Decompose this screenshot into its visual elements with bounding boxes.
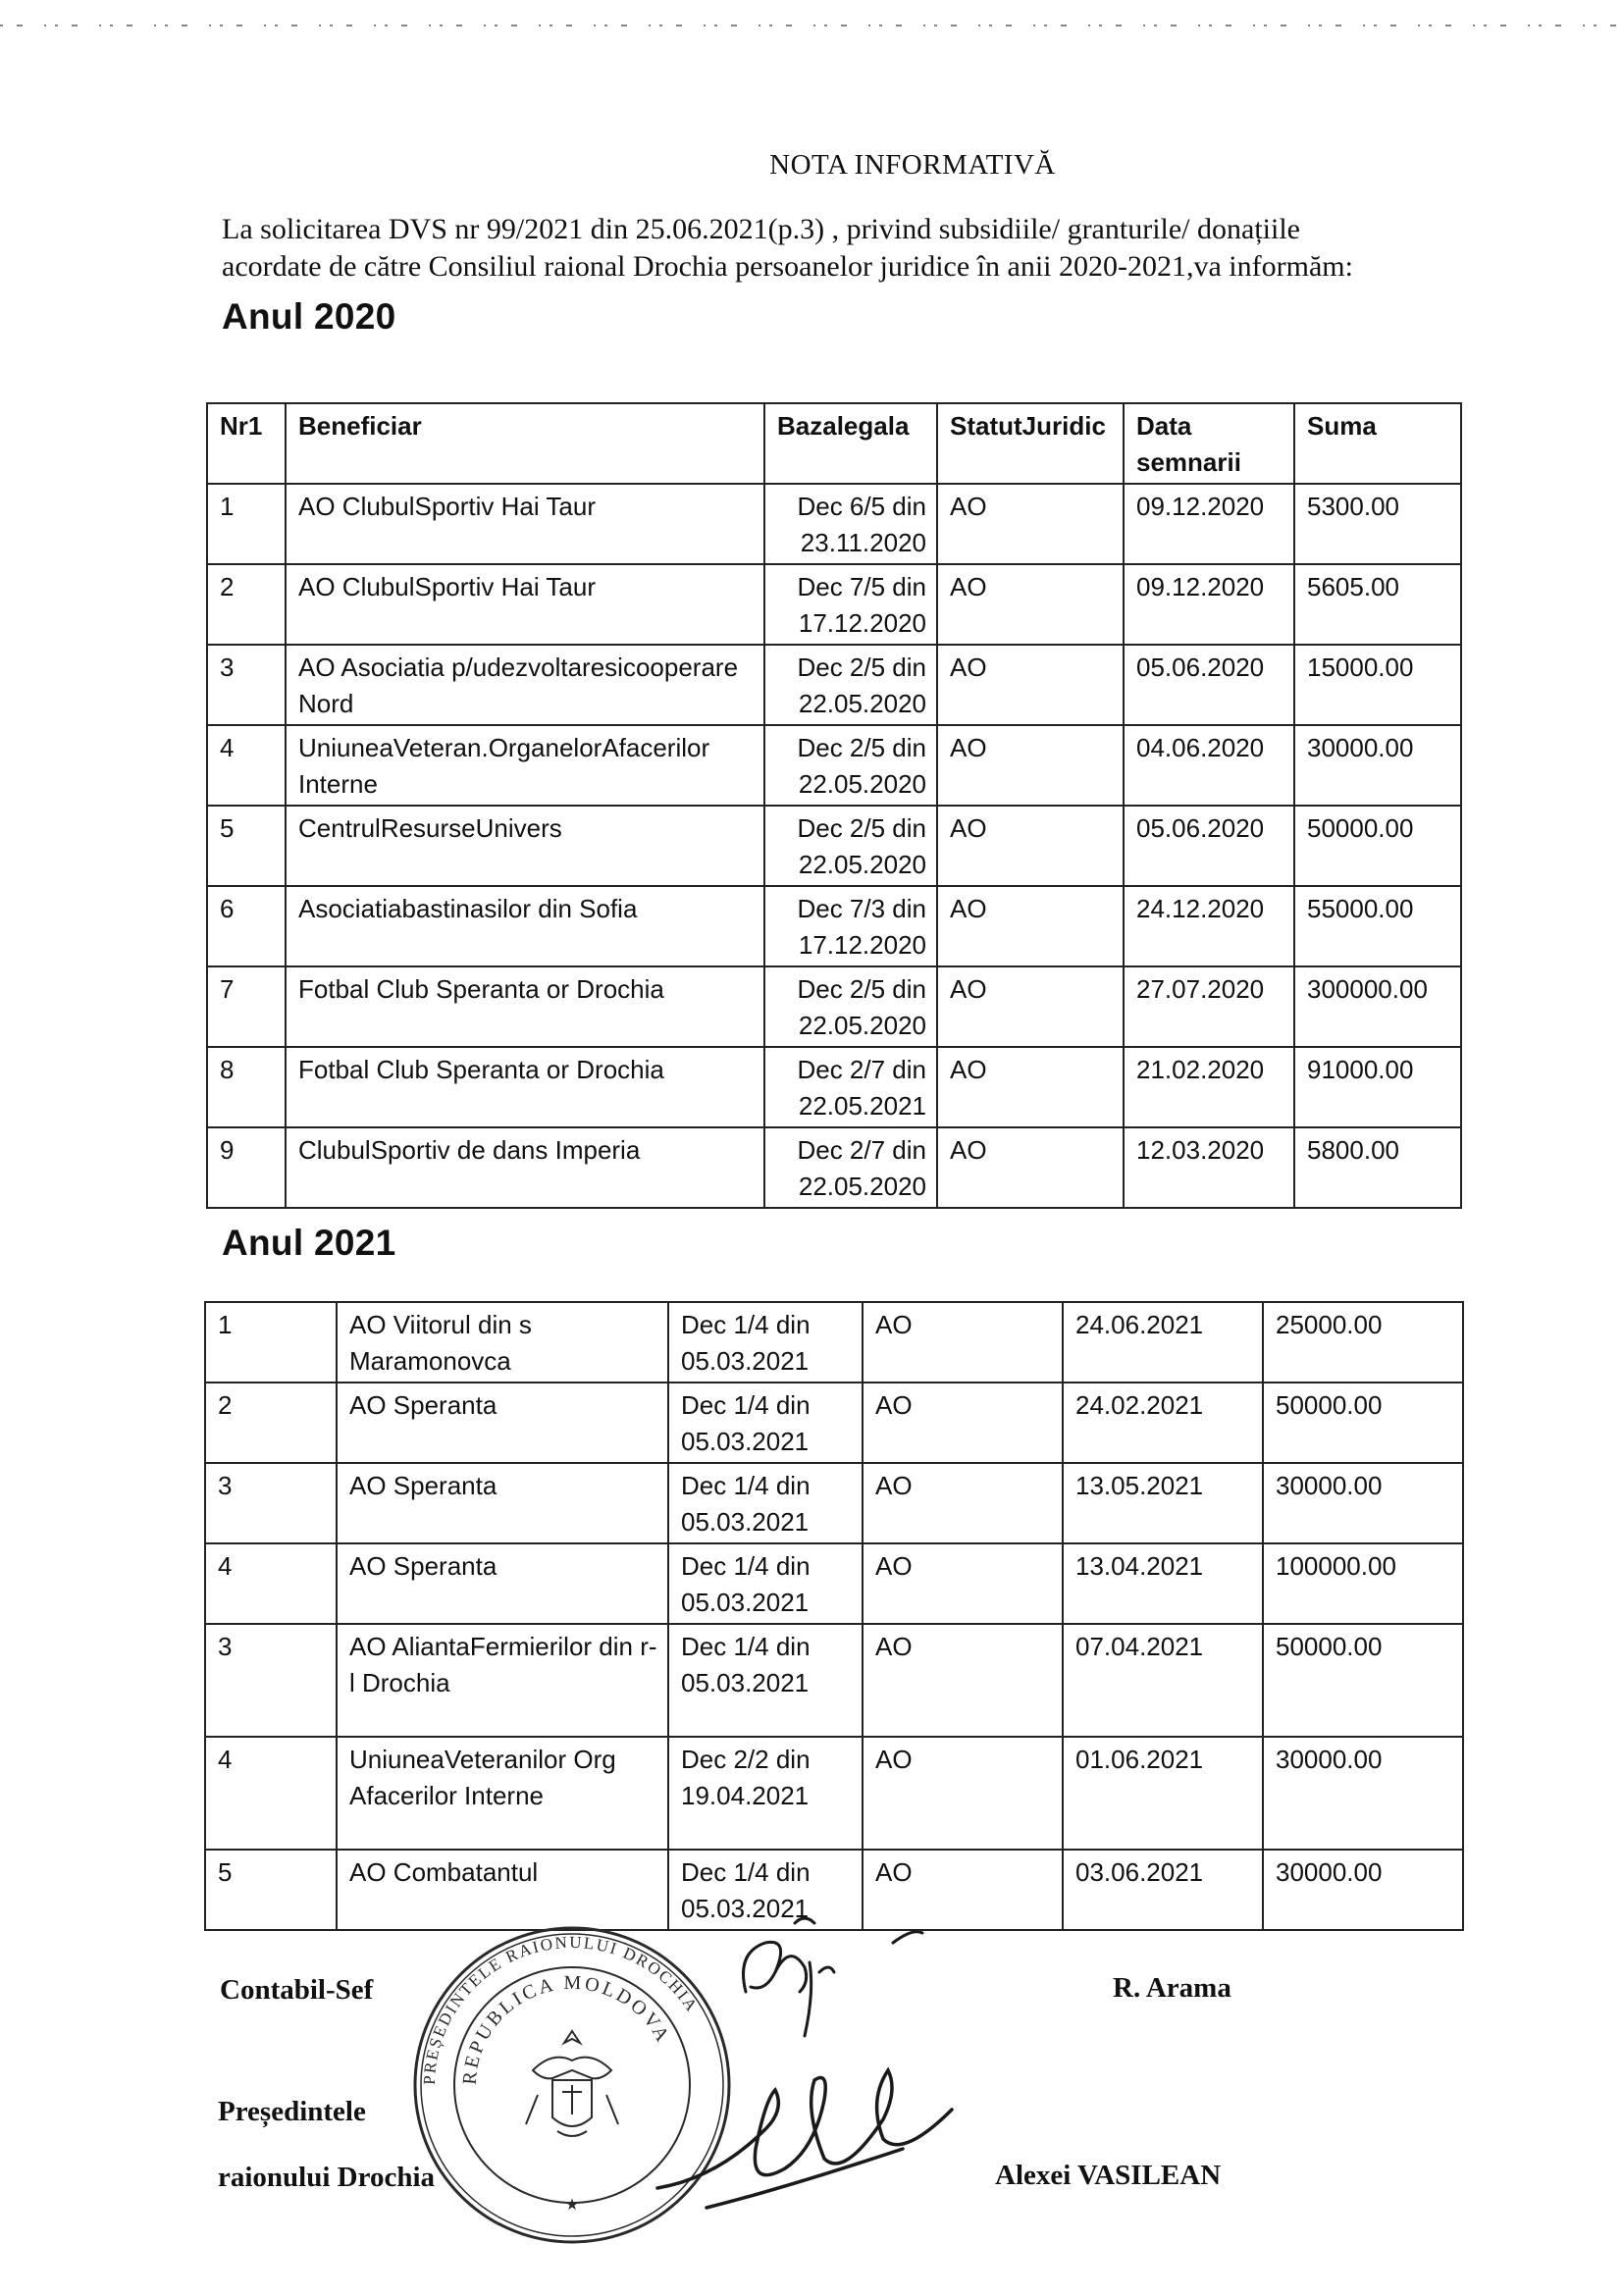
header-nr: Nr1: [207, 403, 286, 484]
cell-baza-legala: Dec 6/5 din 23.11.2020: [764, 484, 937, 564]
cell-baza-legala: Dec 1/4 din 05.03.2021: [668, 1543, 863, 1624]
cell-data-semnarii: 13.05.2021: [1063, 1463, 1263, 1543]
cell-nr: 6: [207, 886, 286, 966]
table-row: [205, 1302, 1463, 1383]
cell-baza-legala: Dec 7/3 din 17.12.2020: [764, 886, 937, 966]
president-name: Alexei VASILEAN: [995, 2160, 1222, 2191]
cell-beneficiar: AO Speranta: [337, 1463, 668, 1543]
cell-baza-legala: Dec 2/5 din 22.05.2020: [764, 645, 937, 725]
chief-accountant-signature: [726, 1904, 981, 2051]
chief-accountant-label: Contabil-Sef: [220, 1974, 374, 2006]
cell-suma: 55000.00: [1294, 886, 1461, 966]
cell-suma: 50000.00: [1263, 1624, 1463, 1737]
cell-data-semnarii: 03.06.2021: [1063, 1850, 1263, 1930]
cell-statut-juridic: AO: [937, 564, 1124, 645]
cell-suma: 50000.00: [1294, 806, 1461, 886]
cell-statut-juridic: AO: [863, 1624, 1063, 1737]
cell-data-semnarii: 05.06.2020: [1124, 806, 1294, 886]
cell-suma: 30000.00: [1263, 1737, 1463, 1850]
cell-statut-juridic: AO: [937, 484, 1124, 564]
cell-nr: 5: [205, 1850, 337, 1930]
year-2021-heading: Anul 2021: [222, 1223, 396, 1263]
header-data-semnarii: Data semnarii: [1124, 403, 1294, 484]
table-row: [207, 806, 1461, 886]
cell-beneficiar: AO Asociatia p/udezvoltaresicooperare Nord: [286, 645, 764, 725]
cell-nr: 3: [205, 1624, 337, 1737]
cell-suma: 100000.00: [1263, 1543, 1463, 1624]
cell-beneficiar: AO ClubulSportiv Hai Taur: [286, 484, 764, 564]
cell-statut-juridic: AO: [863, 1383, 1063, 1463]
cell-data-semnarii: 07.04.2021: [1063, 1624, 1263, 1737]
cell-beneficiar: CentrulResurseUnivers: [286, 806, 764, 886]
cell-data-semnarii: 24.02.2021: [1063, 1383, 1263, 1463]
cell-baza-legala: Dec 1/4 din 05.03.2021: [668, 1624, 863, 1737]
cell-nr: 2: [207, 564, 286, 645]
coat-of-arms-icon: [526, 2031, 618, 2136]
cell-nr: 5: [207, 806, 286, 886]
header-beneficiar: Beneficiar: [286, 403, 764, 484]
cell-suma: 300000.00: [1294, 966, 1461, 1047]
cell-baza-legala: Dec 7/5 din 17.12.2020: [764, 564, 937, 645]
cell-statut-juridic: AO: [937, 1127, 1124, 1208]
cell-baza-legala: Dec 2/2 din 19.04.2021: [668, 1737, 863, 1850]
table-row: [205, 1737, 1463, 1850]
table-row: [207, 1047, 1461, 1127]
cell-suma: 30000.00: [1294, 725, 1461, 806]
cell-beneficiar: UniuneaVeteranilor Org Afacerilor Interne: [337, 1737, 668, 1850]
cell-nr: 3: [207, 645, 286, 725]
cell-nr: 4: [207, 725, 286, 806]
cell-baza-legala: Dec 1/4 din 05.03.2021: [668, 1383, 863, 1463]
cell-data-semnarii: 09.12.2020: [1124, 484, 1294, 564]
cell-baza-legala: Dec 2/5 din 22.05.2020: [764, 806, 937, 886]
cell-suma: 5605.00: [1294, 564, 1461, 645]
intro-line-1: La solicitarea DVS nr 99/2021 din 25.06.2021(p.3) , privind subsidiile/ granturile/ donațiile: [222, 213, 1300, 245]
president-label-line-2: raionului Drochia: [218, 2162, 436, 2193]
header-statut-juridic: StatutJuridic: [937, 403, 1124, 484]
cell-baza-legala: Dec 2/5 din 22.05.2020: [764, 966, 937, 1047]
cell-beneficiar: AO Combatantul: [337, 1850, 668, 1930]
cell-nr: 8: [207, 1047, 286, 1127]
cell-data-semnarii: 27.07.2020: [1124, 966, 1294, 1047]
table-row: [205, 1543, 1463, 1624]
cell-beneficiar: UniuneaVeteran.OrganelorAfacerilor Interne: [286, 725, 764, 806]
cell-beneficiar: Fotbal Club Speranta or Drochia: [286, 966, 764, 1047]
cell-data-semnarii: 09.12.2020: [1124, 564, 1294, 645]
cell-baza-legala: Dec 2/7 din 22.05.2020: [764, 1127, 937, 1208]
svg-text:★: ★: [564, 2197, 580, 2214]
header-suma: Suma: [1294, 403, 1461, 484]
cell-nr: 2: [205, 1383, 337, 1463]
table-row: [207, 725, 1461, 806]
cell-statut-juridic: AO: [863, 1737, 1063, 1850]
cell-baza-legala: Dec 2/7 din 22.05.2021: [764, 1047, 937, 1127]
intro-line-2: acordate de către Consiliul raional Drochia persoanelor juridice în anii 2020-2021,va informăm:: [222, 250, 1353, 283]
intro-paragraph: [222, 211, 1497, 286]
cell-nr: 7: [207, 966, 286, 1047]
cell-suma: 5300.00: [1294, 484, 1461, 564]
table-2020-header-row: [207, 403, 1461, 484]
year-2020-heading: Anul 2020: [222, 296, 396, 337]
table-row: [205, 1383, 1463, 1463]
cell-baza-legala: Dec 1/4 din 05.03.2021: [668, 1302, 863, 1383]
document-title: NOTA INFORMATIVĂ: [769, 149, 1056, 181]
cell-nr: 3: [205, 1463, 337, 1543]
cell-baza-legala: Dec 1/4 din 05.03.2021: [668, 1850, 863, 1930]
stamp-outer-text: PREȘEDINTELE RAIONULUI DROCHIA: [419, 1932, 703, 2086]
chief-accountant-name: R. Arama: [1113, 1972, 1231, 2004]
cell-data-semnarii: 12.03.2020: [1124, 1127, 1294, 1208]
cell-statut-juridic: AO: [863, 1850, 1063, 1930]
table-row: [207, 1127, 1461, 1208]
cell-data-semnarii: 04.06.2020: [1124, 725, 1294, 806]
table-2020: [206, 402, 1462, 1209]
table-row: [205, 1624, 1463, 1737]
header-baza-legala: Bazalegala: [764, 403, 937, 484]
cell-beneficiar: AO ClubulSportiv Hai Taur: [286, 564, 764, 645]
table-row: [207, 886, 1461, 966]
cell-statut-juridic: AO: [937, 806, 1124, 886]
cell-baza-legala: Dec 1/4 din 05.03.2021: [668, 1463, 863, 1543]
table-row: [207, 966, 1461, 1047]
table-row: [207, 484, 1461, 564]
cell-beneficiar: Fotbal Club Speranta or Drochia: [286, 1047, 764, 1127]
svg-text:REPUBLICA MOLDOVA: [459, 1972, 675, 2086]
cell-beneficiar: AO Viitorul din s Maramonovca: [337, 1302, 668, 1383]
cell-statut-juridic: AO: [937, 725, 1124, 806]
president-label-line-1: Președintele: [218, 2096, 366, 2127]
cell-data-semnarii: 05.06.2020: [1124, 645, 1294, 725]
cell-statut-juridic: AO: [937, 886, 1124, 966]
cell-data-semnarii: 24.12.2020: [1124, 886, 1294, 966]
cell-beneficiar: AO Speranta: [337, 1383, 668, 1463]
cell-data-semnarii: 21.02.2020: [1124, 1047, 1294, 1127]
cell-suma: 30000.00: [1263, 1850, 1463, 1930]
cell-suma: 5800.00: [1294, 1127, 1461, 1208]
cell-beneficiar: AO Speranta: [337, 1543, 668, 1624]
scan-edge-noise: [0, 22, 1623, 29]
cell-suma: 91000.00: [1294, 1047, 1461, 1127]
table-2021: [204, 1301, 1464, 1931]
table-row: [207, 645, 1461, 725]
cell-beneficiar: Asociatiabastinasilor din Sofia: [286, 886, 764, 966]
cell-nr: 4: [205, 1737, 337, 1850]
cell-suma: 15000.00: [1294, 645, 1461, 725]
stamp-inner-text: REPUBLICA MOLDOVA: [458, 1971, 675, 2086]
cell-beneficiar: AO AliantaFermierilor din r-l Drochia: [337, 1624, 668, 1737]
cell-data-semnarii: 24.06.2021: [1063, 1302, 1263, 1383]
cell-data-semnarii: 01.06.2021: [1063, 1737, 1263, 1850]
cell-nr: 4: [205, 1543, 337, 1624]
cell-nr: 9: [207, 1127, 286, 1208]
cell-data-semnarii: 13.04.2021: [1063, 1543, 1263, 1624]
cell-nr: 1: [207, 484, 286, 564]
cell-statut-juridic: AO: [863, 1302, 1063, 1383]
cell-statut-juridic: AO: [863, 1463, 1063, 1543]
cell-statut-juridic: AO: [937, 1047, 1124, 1127]
president-signature: [648, 2041, 971, 2237]
table-row: [205, 1463, 1463, 1543]
cell-suma: 25000.00: [1263, 1302, 1463, 1383]
cell-nr: 1: [205, 1302, 337, 1383]
cell-suma: 50000.00: [1263, 1383, 1463, 1463]
table-row: [207, 564, 1461, 645]
cell-statut-juridic: AO: [937, 645, 1124, 725]
cell-baza-legala: Dec 2/5 din 22.05.2020: [764, 725, 937, 806]
cell-suma: 30000.00: [1263, 1463, 1463, 1543]
cell-statut-juridic: AO: [863, 1543, 1063, 1624]
cell-statut-juridic: AO: [937, 966, 1124, 1047]
cell-beneficiar: ClubulSportiv de dans Imperia: [286, 1127, 764, 1208]
